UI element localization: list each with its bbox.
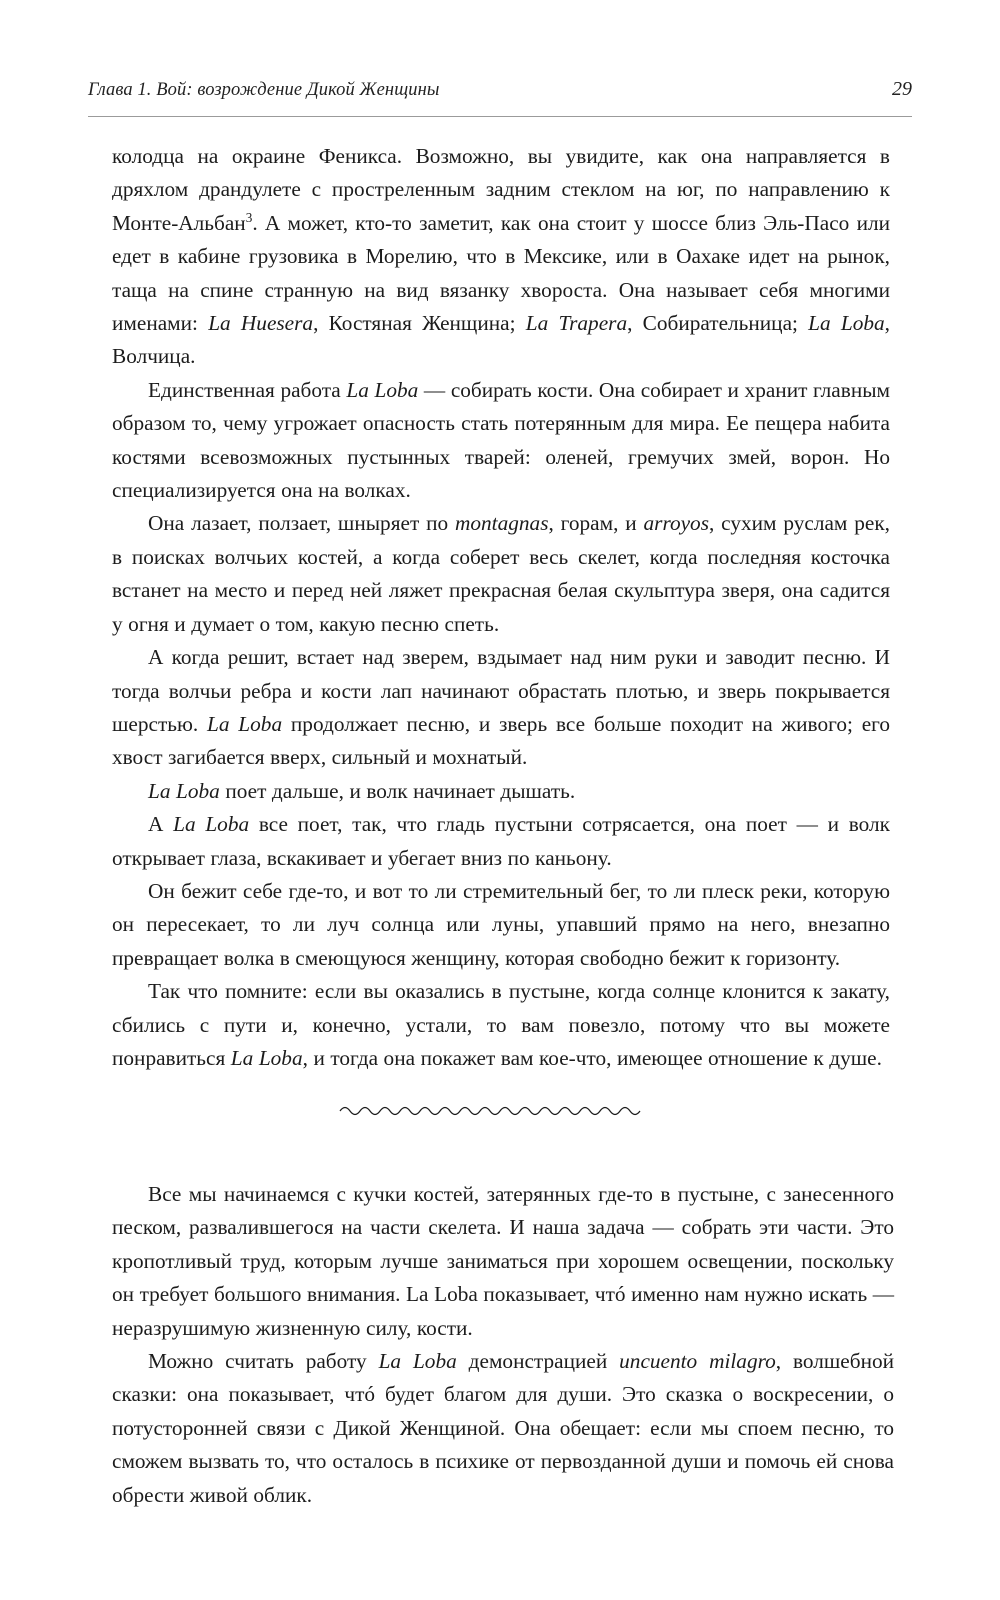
- running-header: [88, 78, 912, 112]
- text-run: продолжает песню, и зверь все больше походит на живого; его хвост загибается вверх, сильный и мохнатый.: [112, 711, 890, 770]
- body-text-upper: [112, 140, 890, 1075]
- text-run: поет дальше, и волк начинает дышать.: [219, 778, 576, 803]
- upper-paragraph: [112, 140, 890, 374]
- text-run: . А может, кто-то заметит, как она стоит у шоссе близ Эль-Пасо или едет в кабине грузовика в Морелию, что в Мексике, или в Оахаке идет на рынок, таща на спине странную на вид вязанку хвороста. Она называет себя многими именами:: [112, 210, 890, 336]
- text-run: , и тогда она покажет вам кое-что, имеющее отношение к душе.: [302, 1045, 882, 1070]
- italic-term: La Huesera: [208, 311, 314, 336]
- italic-term: uncuento milagro: [619, 1349, 776, 1374]
- upper-paragraph: [112, 374, 890, 508]
- wavy-zigzag-icon: [339, 1102, 661, 1116]
- text-run: , Волчица.: [112, 311, 890, 369]
- text-run: колодца на окраине Феникса. Возможно, вы увидите, как она направляется в дряхлом драндулете с простреленным задним стеклом на юг, по направлению к Монте-Альбан: [112, 144, 890, 235]
- italic-term: La Loba: [148, 778, 220, 803]
- page-number: 29: [892, 78, 912, 100]
- italic-term: montagnas: [455, 511, 549, 536]
- text-run: — собирать кости. Она собирает и хранит главным образом то, чему угрожает опасность стать потерянным для мира. Ее пещера набита костями всевозможных пустынных тварей: оленей, гремучих змей, ворон. Но специализируется она на волках.: [112, 377, 890, 503]
- text-run: все поет, так, что гладь пустыни сотрясается, она поет — и волк открывает глаза, вскакивает и убегает вниз по каньону.: [112, 812, 891, 870]
- text-run: Она лазает, ползает, шныряет по: [148, 511, 455, 536]
- text-run: , сухим руслам рек, в поисках волчьих костей, а когда соберет весь скелет, когда последняя косточка встанет на место и перед ней ляжет прекрасная белая скульптура зверя, она садится у огня и думает о том, какую песню спеть.: [112, 511, 891, 636]
- italic-term: arroyos: [643, 511, 709, 536]
- upper-paragraph: [112, 975, 890, 1075]
- text-run: Он бежит себе где-то, и вот то ли стремительный бег, то ли плеск реки, которую он пересекает, то ли луч солнца или луны, упавший прямо на него, внезапно превращает волка в смеющуюся женщину, которая свободно бежит к горизонту.: [112, 878, 890, 970]
- italic-term: La Loba: [207, 711, 283, 736]
- text-run: , Собирательница;: [627, 311, 809, 336]
- italic-term: La Loba: [808, 311, 885, 336]
- text-run: , волшебной сказки: она показывает, чтó будет благом для души. Это сказка о воскресении, о потусторонней связи с Дикой Женщиной. Она обещает: если мы споем песню, то сможем вызвать то, что осталось в психике от первозданной души и помочь ей снова обрести живой облик.: [112, 1349, 895, 1507]
- upper-paragraph: [112, 641, 890, 775]
- text-run: А когда решит, встает над зверем, вздымает над ним руки и заводит песню. И тогда волчьи ребра и кости лап начинают обрастать плотью, и зверь покрывается шерстью.: [112, 645, 890, 736]
- text-run: демонстрацией: [456, 1349, 620, 1374]
- italic-term: La Loba: [173, 812, 250, 837]
- footnote-reference[interactable]: 3: [245, 209, 253, 225]
- upper-paragraph: [112, 775, 890, 808]
- upper-paragraph: [112, 507, 890, 641]
- running-header-title: Глава 1. Вой: возрождение Дикой Женщины: [88, 80, 440, 100]
- upper-paragraph: [112, 875, 890, 975]
- body-text-lower: [112, 1178, 894, 1512]
- italic-term: La Trapera: [525, 311, 628, 336]
- italic-term: La Loba: [378, 1349, 457, 1374]
- text-run: А: [148, 812, 174, 837]
- upper-paragraph: [112, 808, 890, 875]
- text-run: Единственная работа: [148, 377, 347, 402]
- section-divider-ornament: [0, 1096, 1000, 1122]
- lower-paragraph: [112, 1178, 894, 1345]
- header-rule: [88, 116, 912, 117]
- text-run: Можно считать работу: [148, 1349, 379, 1374]
- text-run: , горам, и: [548, 511, 644, 536]
- text-run: Так что помните: если вы оказались в пустыне, когда солнце клонится к закату, сбились с пути и, конечно, устали, то вам повезло, потому что вы можете понравиться: [112, 979, 890, 1070]
- italic-term: La Loba: [346, 377, 419, 402]
- lower-paragraph: [112, 1345, 894, 1512]
- italic-term: La Loba: [230, 1045, 303, 1070]
- text-run: , Костяная Женщина;: [313, 311, 526, 336]
- text-run: Все мы начинаемся с кучки костей, затерянных где-то в пустыне, с занесенного песком, развалившегося на части скелета. И наша задача — собрать эти части. Это кропотливый труд, которым лучше заниматься при хорошем освещении, поскольку он требует большого внимания. La Loba показывает, чтó именно нам нужно искать — неразрушимую жизненную силу, кости.: [112, 1182, 894, 1340]
